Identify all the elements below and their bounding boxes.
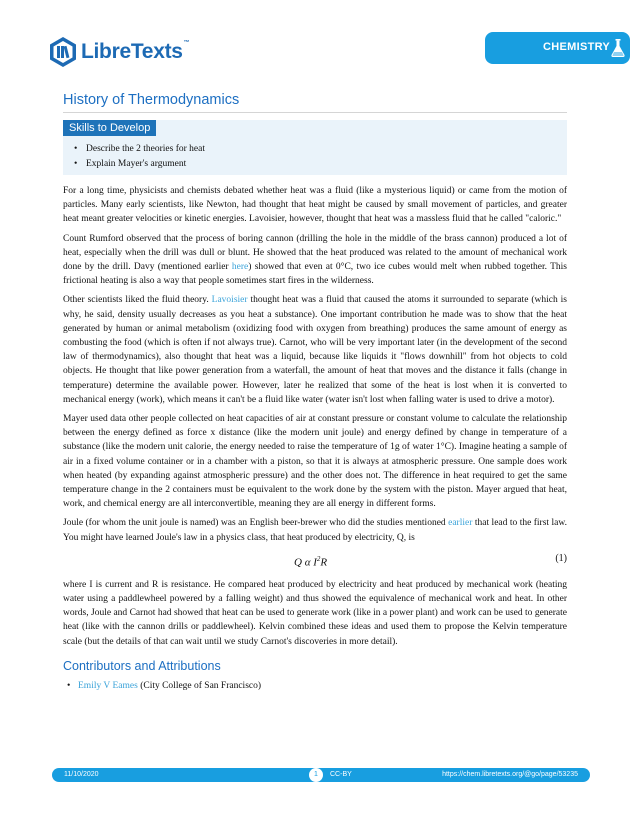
paragraph-5-text-end: that lead to the first law. You might have learned Joule's law in a physics class, that heat produced by electricity, Q, is: [63, 518, 567, 543]
earlier-link[interactable]: earlier: [448, 518, 473, 529]
subject-tab[interactable]: [485, 32, 630, 64]
equation-i: I: [313, 556, 317, 569]
subject-label: CHEMISTRY: [543, 41, 611, 53]
contributor-affiliation: (City College of San Francisco): [137, 681, 262, 691]
contributor-item: [67, 679, 261, 693]
paragraph-2: [63, 232, 567, 289]
skills-box: [63, 120, 567, 175]
logo-trademark: ™: [183, 40, 190, 46]
paragraph-5-text: Joule (for whom the unit joule is named) was an English beer-brewer who did the studies mentioned: [63, 518, 449, 529]
contributors-heading: Contributors and Attributions: [63, 659, 221, 673]
footer-date: 11/10/2020: [64, 771, 99, 778]
lavoisier-link[interactable]: Lavoisier: [211, 295, 248, 306]
paragraph-3-text-end: thought heat was a fluid that caused the atoms it surrounded to separate (which is why, he said, density usually decreases as you heat a substance). One important contribution he made was to show that the heat generated by human or animal metabolism (oxidizing food with oxygen from breathing) produces the same amount of energy as combusting the food (which is often if not always true). Carnot, who will be very important later (in the development of the second law of thermodynamics), also thought that heat was a liquid, because like liquids it "flows downhill" from hot objects to cold objects. He thought that like power generation from a waterfall, the amount of heat that moves and the distance it falls (change in temperature) determine the available power. However, later he realized that some of the heat is lost when it is converted to mechanical energy (work), which means it can't be a fluid like water (water isn't lost when falling water is used to drive a motor).: [63, 295, 567, 405]
skills-list: [73, 142, 205, 172]
footer-url[interactable]: https://chem.libretexts.org/@go/page/53235: [442, 771, 578, 778]
paragraph-5: [63, 516, 567, 544]
contributors-list: [67, 679, 261, 693]
paragraph-6: where I is current and R is resistance. He compared heat produced by electricity and heat produced by mechanical work (heating water using a paddlewheel powered by a falling weight) and thus showed the equivalence of mechanical work and heat. In other words, Joule and Carnot had showed that heat can be used to generate work (like in a power plant) and work can be used to generate heat (like with the cannon drills or paddlewheel). Kelvin combined these ideas and used them to propose the Kelvin temperature scale (but the details of that can wait until we study Carnot's discoveries in more detail).: [63, 579, 567, 647]
page-header: [40, 32, 611, 72]
paragraph-2-text-end: ) showed that even at 0°C, two ice cubes would melt when rubbed together. This frictional heating is also a way that people sometimes start fires in the wilderness.: [63, 262, 567, 287]
paragraph-1: For a long time, physicists and chemists debated whether heat was a fluid (like a mysterious liquid) or came from the motion of particles. Many early scientists, like Newton, had thought that heat might be caused by small movement of particles, and greater heat meant greater velocities or kinetic energies. Lavoisier, however, thought that heat was a massless fluid that he called "caloric.": [63, 186, 567, 225]
equation-q: Q: [294, 556, 302, 569]
libretexts-logo[interactable]: [48, 36, 189, 68]
equation-exponent: 2: [316, 554, 321, 563]
equation-number: (1): [555, 552, 567, 564]
paragraph-2-text: Count Rumford observed that the process of boring cannon (drilling the hole in the middle of the brass cannon) produced a lot of heat, especially when the drill was dull or blunt. He showed that the heat produced was related to the amount of mechanical work done by the drill. Davy (mentioned earlier: [63, 233, 567, 273]
equation-formula: [294, 552, 327, 570]
equation-proportional: α: [301, 556, 314, 569]
article-body: [63, 184, 567, 654]
paragraph-3-text: Other scientists liked the fluid theory.: [63, 295, 212, 306]
here-link[interactable]: here: [231, 262, 249, 273]
paragraph-4: Mayer used data other people collected on heat capacities of air at constant pressure or constant volume to calculate the relationship between the energy defined as force x distance (like the modern unit joule) and energy defined by change in temperature of a substance (like the modern unit calorie, the energy needed to raise the temperature of 1g of water 1°C). Imagine heating a sample of air in a fixed volume container or in a chamber with a piston, so that it is always at atmospheric pressure. One sample does work when heated (by expanding against atmospheric pressure) and the other does not. The difference in heat required to get the same temperature change in the 2 containers must be equivalent to the work done by the system with the piston. Mayer argued that heat, work, and chemical energy are all interconvertible, meaning they are all energy in different forms.: [63, 414, 567, 510]
paragraph-3: [63, 293, 567, 407]
logo-wordmark: [81, 40, 189, 64]
logo-text: LibreTexts: [81, 40, 183, 63]
libretexts-logo-icon: [48, 36, 78, 68]
skills-item: • Explain Mayer's argument: [73, 157, 205, 172]
joule-equation: [63, 550, 567, 572]
page-footer: [52, 768, 590, 782]
flask-icon: [610, 38, 626, 58]
page-title: History of Thermodynamics: [63, 92, 567, 113]
page-number-badge: 1: [309, 768, 323, 782]
contributor-link[interactable]: Emily V Eames: [78, 681, 138, 691]
skills-item: • Describe the 2 theories for heat: [73, 142, 205, 157]
equation-r: R: [320, 556, 328, 569]
skills-heading: Skills to Develop: [63, 120, 156, 136]
footer-license: CC-BY: [330, 771, 352, 778]
